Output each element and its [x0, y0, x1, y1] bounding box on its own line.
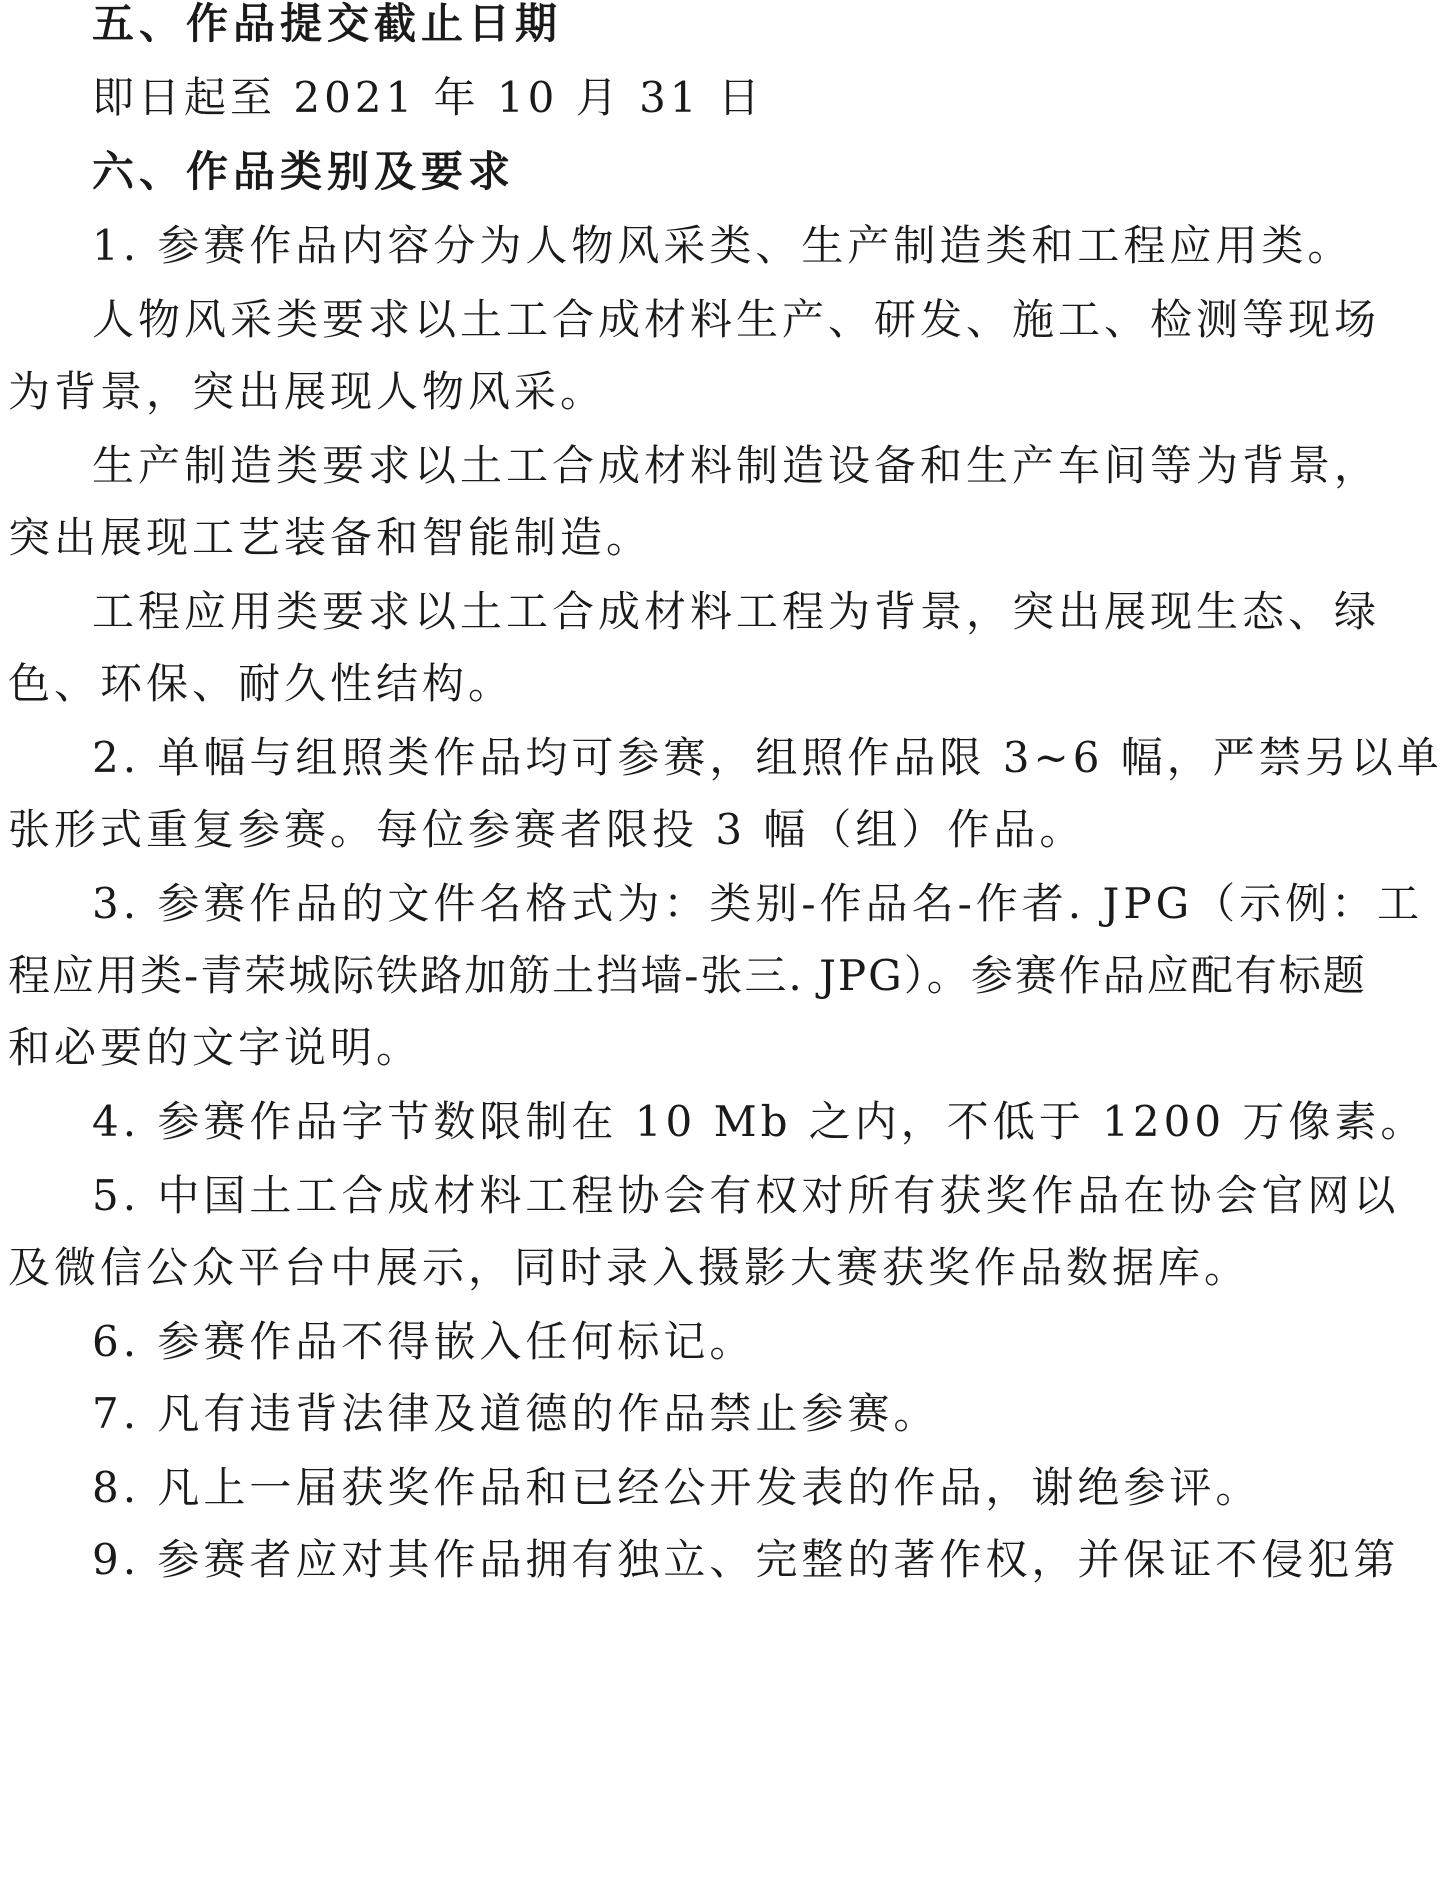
- paragraph-line: 5. 中国土工合成材料工程协会有权对所有获奖作品在协会官网以: [92, 1171, 1400, 1220]
- paragraph-line: 8. 凡上一届获奖作品和已经公开发表的作品，谢绝参评。: [92, 1463, 1262, 1512]
- paragraph-line: 为背景，突出展现人物风采。: [8, 367, 607, 416]
- paragraph-line: 人物风采类要求以土工合成材料生产、研发、施工、检测等现场: [92, 295, 1381, 344]
- paragraph-line: 2. 单幅与组照类作品均可参赛，组照作品限 3~6 幅，严禁另以单: [92, 733, 1443, 782]
- paragraph-line: 张形式重复参赛。每位参赛者限投 3 幅（组）作品。: [8, 805, 1086, 854]
- deadline-text: 即日起至 2021 年 10 月 31 日: [92, 73, 764, 122]
- paragraph-line: 程应用类-青荣城际铁路加筋土挡墙-张三. JPG）。参赛作品应配有标题: [8, 951, 1367, 1000]
- paragraph-line: 工程应用类要求以土工合成材料工程为背景，突出展现生态、绿: [92, 587, 1381, 636]
- section-6-heading: 六、作品类别及要求: [92, 147, 516, 196]
- paragraph-line: 6. 参赛作品不得嵌入任何标记。: [92, 1317, 756, 1366]
- paragraph-line: 3. 参赛作品的文件名格式为：类别-作品名-作者. JPG（示例：工: [92, 879, 1424, 928]
- paragraph-line: 4. 参赛作品字节数限制在 10 Mb 之内，不低于 1200 万像素。: [92, 1097, 1427, 1146]
- paragraph-line: 和必要的文字说明。: [8, 1023, 423, 1072]
- paragraph-line: 7. 凡有违背法律及道德的作品禁止参赛。: [92, 1389, 940, 1438]
- paragraph-line: 生产制造类要求以土工合成材料制造设备和生产车间等为背景，: [92, 441, 1381, 490]
- paragraph-line: 色、环保、耐久性结构。: [8, 659, 515, 708]
- paragraph-line: 9. 参赛者应对其作品拥有独立、完整的著作权，并保证不侵犯第: [92, 1535, 1400, 1584]
- paragraph-line: 1. 参赛作品内容分为人物风采类、生产制造类和工程应用类。: [92, 221, 1354, 270]
- section-5-heading: 五、作品提交截止日期: [92, 0, 563, 48]
- paragraph-line: 突出展现工艺装备和智能制造。: [8, 513, 653, 562]
- paragraph-line: 及微信公众平台中展示，同时录入摄影大赛获奖作品数据库。: [8, 1243, 1251, 1292]
